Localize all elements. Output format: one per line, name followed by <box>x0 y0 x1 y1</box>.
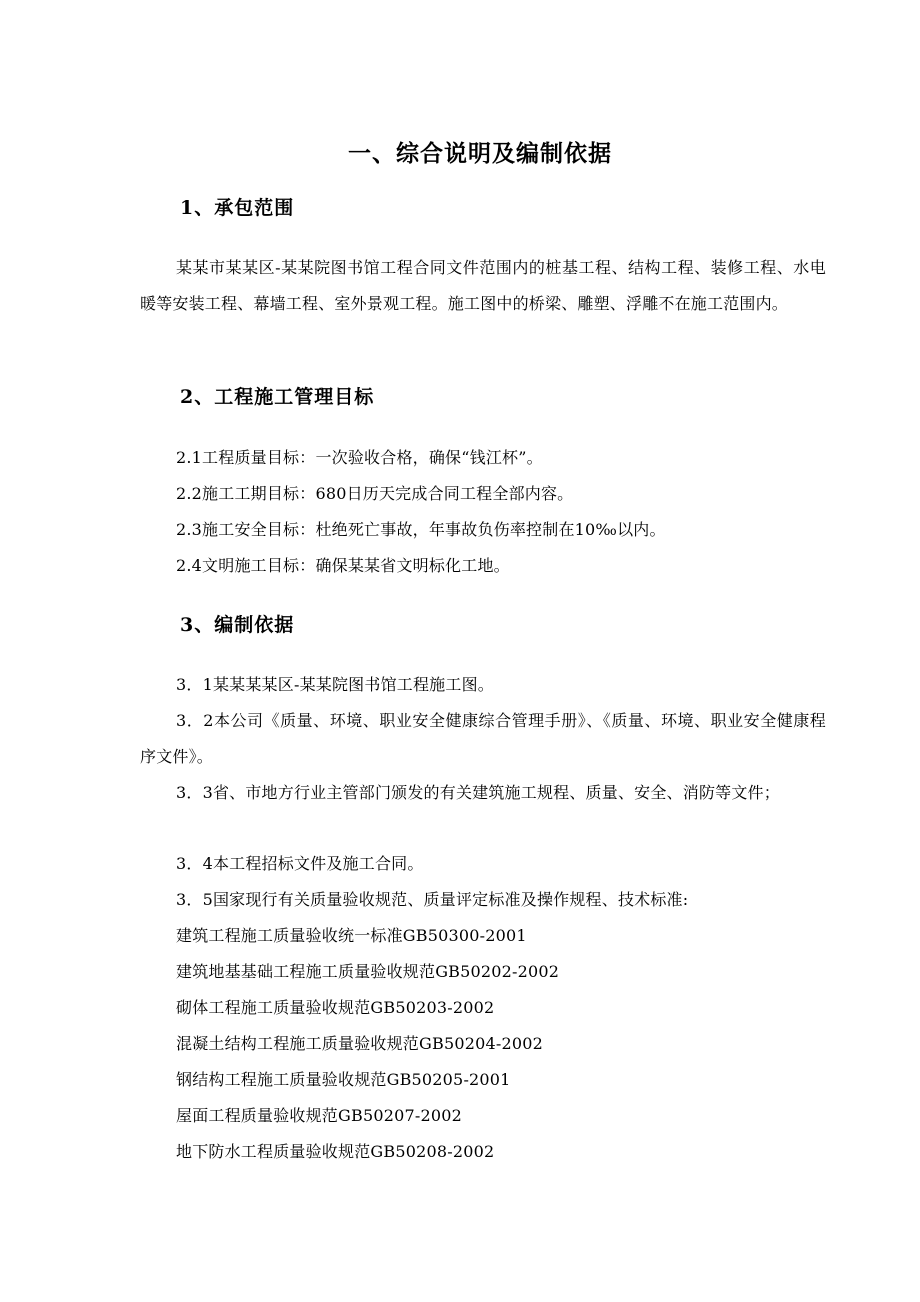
standard-item: 地下防水工程质量验收规范GB50208-2002 <box>176 1142 495 1161</box>
goal-item-safety: 2.3施工安全目标：杜绝死亡事故，年事故负伤率控制在10‰以内。 <box>176 520 666 539</box>
basis-item-5: 3．5国家现行有关质量验收规范、质量评定标准及操作规程、技术标准: <box>176 890 689 909</box>
standard-item: 混凝土结构工程施工质量验收规范GB50204-2002 <box>176 1034 543 1053</box>
goal-item-civilized: 2.4文明施工目标：确保某某省文明标化工地。 <box>176 556 510 575</box>
section-2-heading: 2、工程施工管理目标 <box>180 386 375 408</box>
basis-item-4: 3．4本工程招标文件及施工合同。 <box>176 854 424 873</box>
standard-item: 钢结构工程施工质量验收规范GB50205-2001 <box>176 1070 511 1089</box>
basis-item-1: 3．1某某某某区-某某院图书馆工程施工图。 <box>176 675 494 694</box>
basis-item-2: 3．2本公司《质量、环境、职业安全健康综合管理手册》、《质量、环境、职业安全健康程序文件》。 <box>140 711 826 766</box>
basis-item-3: 3．3省、市地方行业主管部门颁发的有关建筑施工规程、质量、安全、消防等文件； <box>176 783 780 802</box>
standard-item: 建筑工程施工质量验收统一标准GB50300-2001 <box>176 926 527 945</box>
section-3-heading: 3、编制依据 <box>180 614 295 636</box>
standard-item: 砌体工程施工质量验收规范GB50203-2002 <box>176 998 495 1017</box>
page-title: 一、综合说明及编制依据 <box>348 140 612 167</box>
standard-item: 屋面工程质量验收规范GB50207-2002 <box>176 1106 462 1125</box>
goal-item-quality: 2.1工程质量目标：一次验收合格，确保“钱江杯”。 <box>176 448 543 467</box>
section-1-body: 某某市某某区-某某院图书馆工程合同文件范围内的桩基工程、结构工程、装修工程、水电暖等安装工程、幕墙工程、室外景观工程。施工图中的桥梁、雕塑、浮雕不在施工范围内。 <box>140 258 826 313</box>
standard-item: 建筑地基基础工程施工质量验收规范GB50202-2002 <box>176 962 560 981</box>
goal-item-schedule: 2.2施工工期目标：680日历天完成合同工程全部内容。 <box>176 484 574 503</box>
section-1-heading: 1、承包范围 <box>180 197 295 219</box>
